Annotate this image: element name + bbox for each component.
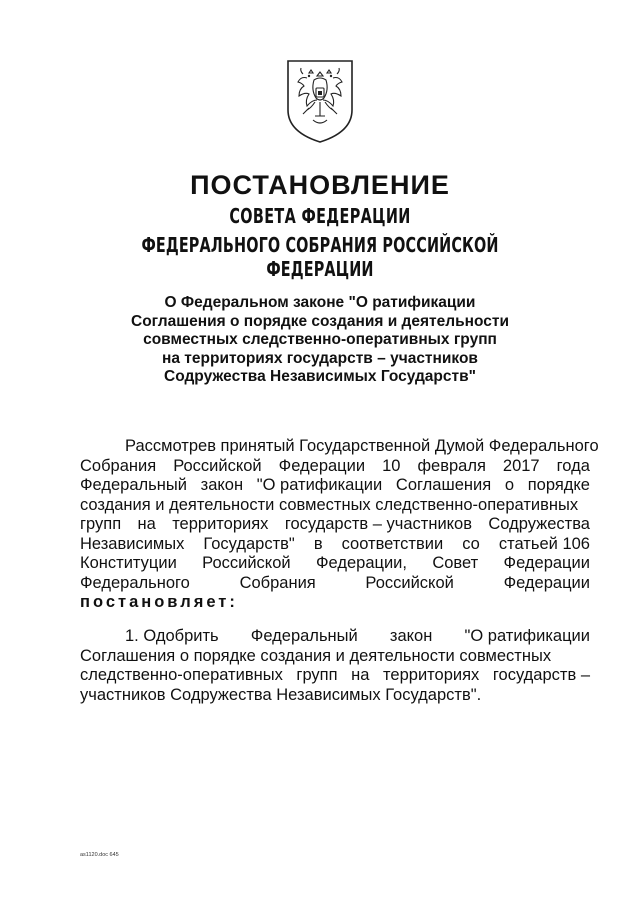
text-segment: закон [389, 627, 433, 645]
text-segment: Российской [173, 456, 262, 475]
law-title-line: Содружества Независимых Государств" [164, 368, 476, 385]
text-segment: Собрания [239, 573, 316, 592]
text-segment: "О ратификации [464, 627, 590, 645]
text-segment: закон [200, 476, 244, 494]
text-segment: территориях [172, 515, 269, 533]
paragraph-line [80, 647, 590, 667]
text-segment: Соглашения [395, 476, 492, 494]
text-segment: Конституции [80, 554, 177, 572]
text-segment: на [351, 666, 370, 684]
text-segment: на [137, 515, 156, 533]
text-segment: следственно-оперативных [80, 666, 283, 684]
issuer-line-1: СОВЕТА ФЕДЕРАЦИИ [229, 204, 411, 228]
paragraph-considering [80, 437, 599, 613]
text-segment: Российской [365, 573, 454, 592]
double-headed-eagle-icon [285, 58, 355, 144]
text-segment: Независимых [80, 534, 185, 553]
text-segment: года [556, 456, 590, 475]
text-segment: групп [80, 515, 122, 533]
text-segment: о [504, 476, 515, 494]
text-segment: Федерального [80, 573, 190, 592]
paragraph-clause-1 [80, 627, 590, 705]
text-segment: соответствии [341, 534, 444, 553]
text-segment: со [462, 534, 480, 553]
text-segment: Рассмотрев принятый Государственной Думой Федерального [125, 437, 599, 455]
text-segment: государств – [492, 666, 590, 684]
text-segment: групп [296, 666, 338, 684]
text-segment: Российской [202, 554, 291, 572]
text-segment: Федерации, [315, 554, 407, 572]
law-title-line: Соглашения о порядке создания и деятельности [131, 312, 509, 330]
law-title-line: О Федеральном законе "О ратификации [164, 294, 476, 311]
text-segment: Федерации [503, 573, 590, 592]
text-segment: Содружества [488, 515, 590, 533]
law-title [100, 294, 540, 387]
text-segment: участников Содружества Независимых Государств". [80, 685, 482, 704]
text-segment: Федерации [503, 554, 590, 572]
text-segment: Собрания [80, 456, 157, 475]
text-segment: 1. Одобрить [125, 627, 219, 645]
paragraph-line [80, 686, 590, 706]
text-segment: Федерации [278, 456, 366, 475]
paragraph-line [80, 666, 590, 686]
law-title-line: совместных следственно-оперативных групп [143, 331, 497, 348]
law-title-line: на территориях государств – участников [162, 349, 478, 367]
paragraph-line [80, 554, 590, 574]
text-segment: статьей 106 [498, 534, 590, 553]
file-reference: as1120.doc 645 [80, 852, 119, 858]
paragraph-line [80, 437, 599, 457]
text-segment: Совет [432, 554, 479, 572]
text-segment: создания и деятельности совместных следственно-оперативных [80, 495, 579, 514]
paragraph-line [80, 627, 590, 647]
text-segment: Федеральный [80, 476, 187, 494]
text-segment: порядке [527, 476, 590, 494]
paragraph-line [80, 574, 590, 594]
text-segment: 2017 [502, 456, 540, 475]
resolves-word: постановляет: [80, 593, 238, 611]
text-segment: территориях [383, 666, 480, 684]
text-segment: февраля [417, 456, 486, 475]
text-segment: 10 [382, 456, 401, 475]
text-segment: в [313, 534, 323, 553]
paragraph-line [80, 515, 590, 535]
paragraph-line [80, 457, 590, 477]
document-title: ПОСТАНОВЛЕНИЕ [190, 170, 450, 200]
text-segment: Государств" [203, 534, 295, 553]
text-segment: "О ратификации [256, 476, 383, 494]
coat-of-arms-emblem [285, 58, 355, 144]
paragraph-line [80, 476, 590, 496]
text-segment: Соглашения о порядке создания и деятельности совместных [80, 646, 552, 665]
paragraph-line [80, 593, 590, 613]
issuer-line-2: ФЕДЕРАЛЬНОГО СОБРАНИЯ РОССИЙСКОЙ ФЕДЕРАЦИИ [141, 233, 499, 281]
paragraph-line [80, 496, 590, 516]
text-segment: Федеральный [250, 627, 358, 645]
text-segment: государств – участников [284, 515, 473, 533]
paragraph-line [80, 535, 590, 555]
